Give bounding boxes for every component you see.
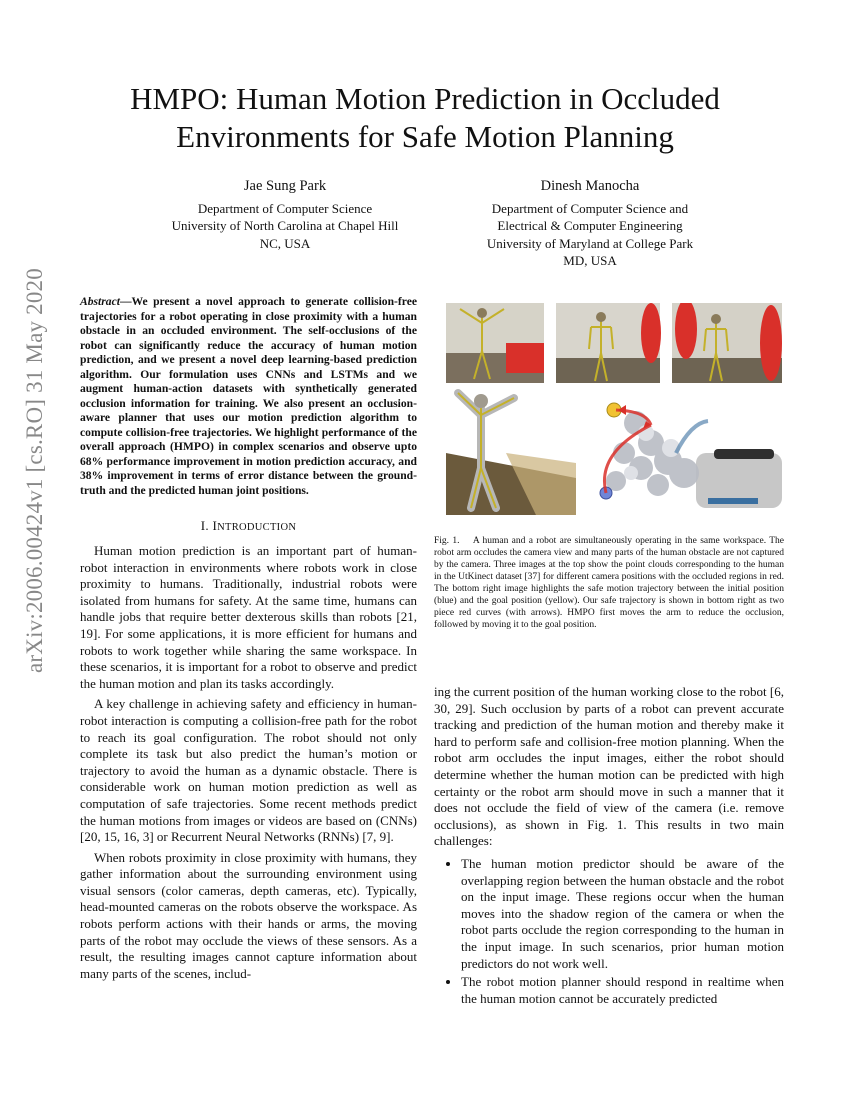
- section-number: I.: [200, 518, 213, 533]
- figure-panel-bottom-left: [446, 388, 576, 515]
- figure-panel-top-right: [672, 303, 782, 383]
- abstract-text: —We present a novel approach to generate collision-free trajectories for a robot operating in close proximity with a human obstacle in an occluded environment. The self-occlusions of the robot can significantly reduce the accuracy of human motion prediction, and we present a novel deep learning-based prediction algorithm. Our formulation uses CNNs and LSTMs and we augment human-action datasets with synthetically generated occlusion information for training. We also present an occlusion-aware planner that uses our motion prediction algorithm to compute collision-free trajectories. We highlight performance of the overall approach (HMPO) in complex scenarios and observe upto 68% performance improvement in motion prediction accuracy, and 38% improvement in terms of error distance between the ground-truth and the predicted human joint positions.: [80, 295, 417, 497]
- author-block-1: [130, 178, 440, 252]
- author-affiliation-line: Department of Computer Science: [197, 200, 373, 216]
- left-column-body: [80, 543, 417, 986]
- list-item: • The robot motion planner should respond in realtime when the human motion cannot be accurately predicted: [461, 974, 784, 1007]
- paragraph: A key challenge in achieving safety and efficiency in human-robot interaction is computing a collision-free path for the robot to reach its goal configuration. The robot should not only complete its task but also predict the human’s motion or trajectory to avoid the human as a dynamic obstacle. There is considerable work on human motion prediction as well as computation of safe trajectories. Some recent methods predict the human motions from images or videos are based on (CNNs) [20, 15, 16, 3] or Recurrent Neural Networks (RNNs) [7, 9].: [80, 696, 417, 845]
- section-heading-introduction: [80, 518, 417, 534]
- author-affiliation-line: University of North Carolina at Chapel Hill: [171, 218, 399, 233]
- figure-panel-top-left: [446, 303, 544, 383]
- author-block-2: [445, 178, 735, 270]
- figure-1: [446, 303, 782, 515]
- author-affiliation-line: NC, USA: [259, 235, 311, 251]
- author-name: Jae Sung Park: [243, 178, 327, 194]
- author-name: Dinesh Manocha: [540, 178, 640, 194]
- figure-1-caption: [434, 535, 784, 631]
- section-title-initial: I: [212, 518, 218, 533]
- abstract: [80, 295, 417, 498]
- caption-text: A human and a robot are simultaneously operating in the same workspace. The robot arm occludes the camera view and many parts of the human obstacle are not captured by the camera. Three images at the top show the point clouds corresponding to the human in the UtKinect dataset [37] for different camera positions with the occluded regions in red. The bottom right image highlights the safe motion trajectory between the initial position (blue) and the goal position (yellow). Our safe trajectory is shown in bottom right as two piece red curves (with arrows). HMPO first moves the arm to reduce the occlusion, followed by moving it to the goal position.: [434, 536, 784, 630]
- paragraph: ing the current position of the human working close to the robot [6, 30, 29]. Such occlusion by parts of a robot can prevent accurate tracking and prediction of the human motion and thereby make it hard to perform safe and collision-free motion planning. When the robot arm occludes the input images, either the robot should determine whether the human motion can be predicted with high certainty or the robot arm should move in such a manner that it does not occlude the field of view of the camera (i.e. remove occlusions), as shown in Fig. 1. This results in two main challenges:: [434, 684, 784, 849]
- right-column-body: [434, 684, 784, 1009]
- arxiv-sidebar-stamp: [20, 268, 50, 685]
- author-affiliation-line: Department of Computer Science and: [491, 200, 689, 216]
- abstract-label: Abstract: [80, 295, 120, 308]
- author-affiliation-line: University of Maryland at College Park: [486, 235, 694, 251]
- figure-panel-bottom-right: [591, 388, 782, 515]
- challenge-list: [434, 856, 784, 1007]
- list-item: • The human motion predictor should be aware of the overlapping region between the human obstacle and the robot on the input image. These regions occur when the human moves into the shadow region of the camera or when the robot parts occlude the region corresponding to the human in the input image. In such scenarios, prior human motion predictors do not work well.: [461, 856, 784, 972]
- paper-title: HMPO: Human Motion Prediction in Occluded Environments for Safe Motion Planning: [130, 81, 720, 154]
- figure-panel-top-middle: [556, 303, 661, 383]
- caption-label: Fig. 1.: [434, 536, 460, 546]
- arxiv-identifier: arXiv:2006.00424v1 [cs.RO] 31 May 2020: [22, 268, 47, 673]
- author-affiliation-line: Electrical & Computer Engineering: [497, 218, 683, 233]
- paragraph: Human motion prediction is an important part of human-robot interaction in environments where robots work in close proximity to humans. Traditionally, industrial robots were isolated from humans for safety. At the same time, humans can handle jobs that require better dexterous skills than robots [21, 19]. For some applications, it is more efficient for humans and robots to work together while sharing the same workspace. In these scenarios, it is important for a robot to observe and predict the human motion and plan its tasks accordingly.: [80, 543, 417, 691]
- author-affiliation-line: MD, USA: [563, 253, 617, 268]
- paragraph: When robots proximity in close proximity with humans, they gather information about the surrounding environment using visual sensors (color cameras, depth cameras, etc). Typically, head-mounted cameras on the robots observe the workspace. As robots perform actions with their hands or arms, the moving parts of the robot may occlude the views of these sensors. As a result, the resulting images cannot capture information about many parts of the scenes, includ-: [80, 849, 417, 981]
- section-title-rest: NTRODUCTION: [217, 522, 297, 533]
